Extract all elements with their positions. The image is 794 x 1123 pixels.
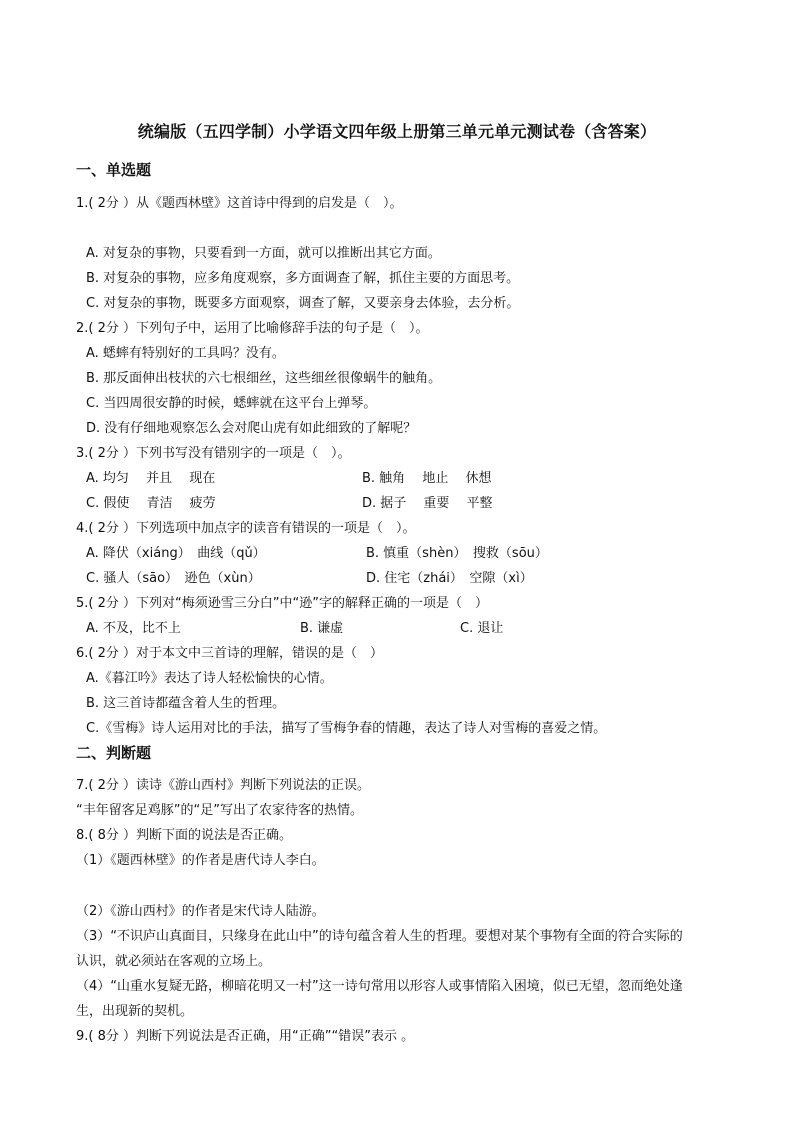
question-1-option-a: A. 对复杂的事物，只要看到一方面，就可以推断出其它方面。 [86,246,441,261]
question-4-option-b: B. 慎重（shèn） 搜救（sōu） [366,546,548,561]
question-3-option-c: C. 假使 青洁 疲劳 [86,496,216,511]
question-8-statement-4-cont: 生，出现新的契机。 [76,1004,194,1019]
question-4-stem: 4.( 2分 ）下列选项中加点字的读音有错误的一项是（ ）。 [76,521,416,536]
question-4-option-a: A. 降伏（xiáng） 曲线（qǔ） [86,546,266,561]
question-3-option-a: A. 均匀 并且 现在 [86,471,216,486]
question-5-option-c: C. 退让 [460,621,504,636]
question-1-option-c: C. 对复杂的事物，既要多方面观察，调查了解，又要亲身去体验，去分析。 [86,296,520,311]
question-6-stem: 6.( 2分 ）对于本文中三首诗的理解，错误的是（ ） [76,646,384,661]
question-6-option-b: B. 这三首诗都蕴含着人生的哲理。 [86,696,286,711]
question-2-option-b: B. 那反面伸出枝状的六七根细丝，这些细丝很像蜗牛的触角。 [86,371,442,386]
question-8-statement-1: （1）《题西林壁》的作者是唐代诗人李白。 [76,853,325,868]
question-9-stem: 9.( 8分 ）判断下列说法是否正确，用“正确”“错误”表示 。 [76,1029,415,1044]
question-2-option-d: D. 没有仔细地观察怎么会对爬山虎有如此细致的了解呢？ [86,421,417,436]
question-5-stem: 5.( 2分 ）下列对“梅须逊雪三分白”中“逊”字的解释正确的一项是（ ） [76,596,488,611]
question-7-statement: “丰年留客足鸡豚”的“足”写出了农家待客的热情。 [76,803,363,818]
question-8-stem: 8.( 8分 ）判断下面的说法是否正确。 [76,828,293,843]
question-5-option-a: A. 不及，比不上 [86,621,181,636]
question-4-option-c: C. 骚人（sāo） 逊色（xùn） [86,571,261,586]
question-6-option-c: C.《雪梅》诗人运用对比的手法，描写了雪梅争春的情趣，表达了诗人对雪梅的喜爱之情。 [86,721,607,736]
question-5-option-b: B. 谦虚 [300,621,344,636]
section-heading-single-choice: 一、单选题 [76,161,152,179]
question-3-stem: 3.( 2分 ）下列书写没有错别字的一项是（ ）。 [76,446,351,461]
question-3-option-d: D. 据子 重要 平整 [362,496,493,511]
question-6-option-a: A.《暮江吟》表达了诗人轻松愉快的心情。 [86,671,333,686]
question-2-option-c: C. 当四周很安静的时候，蟋蟀就在这平台上弹琴。 [86,396,377,411]
question-8-statement-3-cont: 认识，就必须站在客观的立场上。 [76,954,272,969]
question-4-option-d: D. 住宅（zhái） 空隙（xì） [366,571,533,586]
section-heading-true-false: 二、判断题 [76,744,152,762]
question-8-statement-2: （2）《游山西村》的作者是宋代诗人陆游。 [76,904,325,919]
question-1-stem: 1.( 2分 ）从《题西林壁》这首诗中得到的启发是（ ）。 [76,196,403,211]
question-8-statement-4: （4）“山重水复疑无路，柳暗花明又一村”这一诗句常用以形容人或事情陷入困境，似已无望，忽而绝处逢 [76,979,683,994]
page-title: 统编版（五四学制）小学语文四年级上册第三单元单元测试卷（含答案） [137,122,657,141]
question-7-stem: 7.( 2分 ）读诗《游山西村》判断下列说法的正误。 [76,778,371,793]
question-2-stem: 2.( 2分 ）下列句子中，运用了比喻修辞手法的句子是（ ）。 [76,321,429,336]
question-2-option-a: A. 蟋蟀有特别好的工具吗？没有。 [86,346,285,361]
question-3-option-b: B. 触角 地止 休想 [362,471,492,486]
question-1-option-b: B. 对复杂的事物，应多角度观察，多方面调查了解，抓住主要的方面思考。 [86,271,520,286]
question-8-statement-3: （3）“不识庐山真面目，只缘身在此山中”的诗句蕴含着人生的哲理。要想对某个事物有全面的符合实际的 [76,929,683,944]
